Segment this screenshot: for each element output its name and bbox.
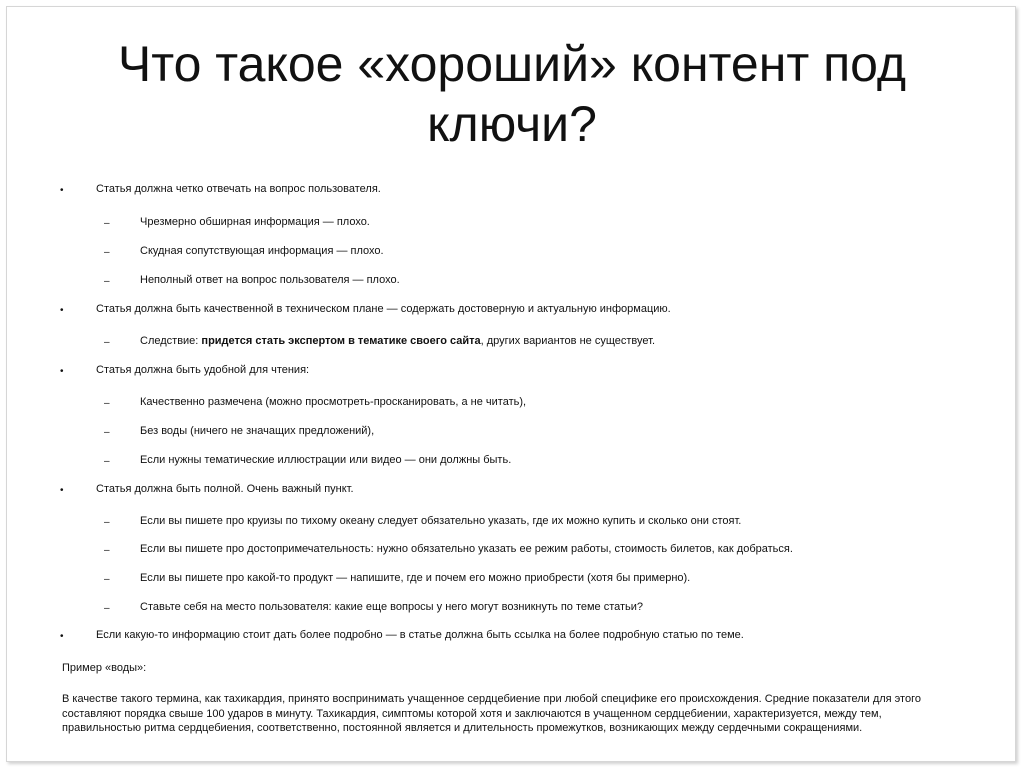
slide-title: Что такое «хороший» контент под ключи? [117,36,907,152]
list-item-level2: Качественно размечена (можно просмотреть-просканировать, а не читать), [140,396,527,408]
list-item-level2: Если вы пишете про круизы по тихому океану следует обязательно указать, где их можно купить и сколько они стоят. [140,515,742,527]
consequence-emphasis: придется стать экспертом в тематике своего сайта [201,335,481,347]
list-item-level2: Чрезмерно обширная информация — плохо. [140,216,370,228]
list-item-level2: Неполный ответ на вопрос пользователя — плохо. [140,274,400,286]
dash-icon: – [104,398,110,409]
bullet-icon: • [60,366,64,377]
dash-icon: – [104,517,110,528]
list-item-level2: Если вы пишете про какой-то продукт — напишите, где и почем его можно приобрести (хотя бы примерно). [140,572,691,584]
list-item-level1: Статья должна быть качественной в техническом плане — содержать достоверную и актуальную информацию. [96,303,671,315]
bullet-icon: • [60,305,64,316]
bullet-icon: • [60,185,64,196]
list-item-level1: Статья должна быть полной. Очень важный пункт. [96,483,354,495]
list-item-level1: Статья должна четко отвечать на вопрос пользователя. [96,183,381,195]
example-label: Пример «воды»: [62,662,147,674]
list-item-level1: Если какую-то информацию стоит дать более подробно — в статье должна быть ссылка на более подробную статью по теме. [96,629,744,641]
consequence-label: Следствие: [140,335,202,347]
dash-icon: – [104,218,110,229]
list-item-level2: Скудная сопутствующая информация — плохо. [140,245,384,257]
dash-icon: – [104,247,110,258]
dash-icon: – [104,603,110,614]
dash-icon: – [104,427,110,438]
list-item-level2: Ставьте себя на место пользователя: какие еще вопросы у него могут возникнуть по теме статьи? [140,601,644,613]
bullet-icon: • [60,485,64,496]
list-item-level2: Если нужны тематические иллюстрации или видео — они должны быть. [140,454,512,466]
list-item-level2: Без воды (ничего не значащих предложений), [140,425,375,437]
list-item-level2: Если вы пишете про достопримечательность: нужно обязательно указать ее режим работы, стоимость билетов, как добраться. [140,543,793,555]
bullet-icon: • [60,631,64,642]
dash-icon: – [104,337,110,348]
dash-icon: – [104,574,110,585]
dash-icon: – [104,545,110,556]
example-paragraph: В качестве такого термина, как тахикардия, принято воспринимать учащенное сердцебиение при любой специфике его происхождения. Средние показатели для этого составляют порядка свыше 100 ударов в минуту. Тахикардия, симптомы которой хотя и заключаются в учащенном сердцебиении, характеризуется, между тем, правильностью ритма сердцебиения, соответственно, постоянной является и длительность промежутков, возникающих между сердечными сокращениями. [62,693,921,735]
dash-icon: – [104,276,110,287]
list-item-level1: Статья должна быть удобной для чтения: [96,364,310,376]
dash-icon: – [104,456,110,467]
consequence-rest: , других вариантов не существует. [480,335,656,347]
list-item-level2 [140,334,655,348]
